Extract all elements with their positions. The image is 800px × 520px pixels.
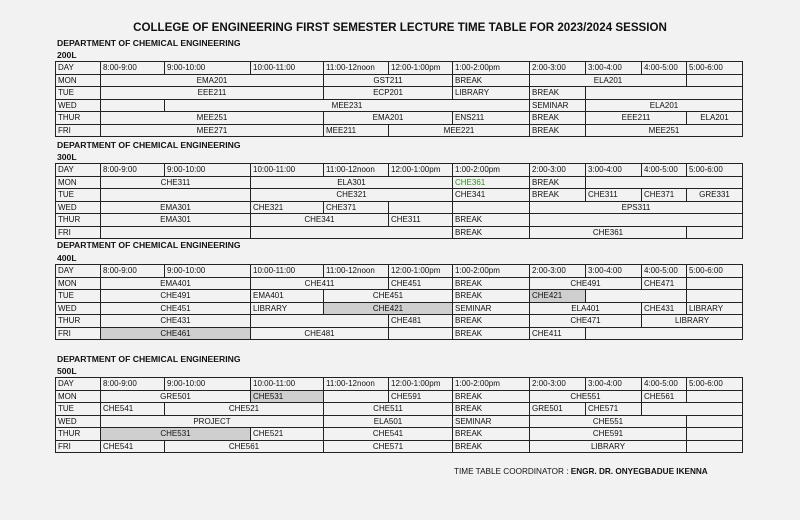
empty-cell (687, 415, 743, 428)
header-cell: 10:00-11:00 (251, 164, 324, 177)
course-cell: EMA401 (251, 290, 324, 303)
header-row (56, 378, 743, 391)
course-cell: ELA201 (687, 112, 743, 125)
course-cell: ELA401 (530, 302, 642, 315)
coordinator-name: ENGR. DR. ONYEGBADUE IKENNA (570, 467, 708, 476)
course-cell: EMA201 (324, 112, 453, 125)
course-cell: CHE531 (251, 390, 324, 403)
course-cell: CHE431 (642, 302, 687, 315)
course-cell: MEE271 (101, 124, 324, 137)
course-cell: EMA301 (101, 214, 251, 227)
break-cell: BREAK (453, 440, 530, 453)
level-label: 200L (57, 50, 77, 60)
break-cell: BREAK (453, 214, 530, 227)
seminar-cell: SEMINAR (453, 415, 530, 428)
header-cell: 1:00-2:00pm (453, 62, 530, 75)
day-cell: WED (56, 302, 101, 315)
course-cell: CHE321 (251, 189, 453, 202)
day-cell: MON (56, 176, 101, 189)
course-cell: EEE211 (586, 112, 687, 125)
header-cell: 12:00-1:00pm (389, 164, 453, 177)
day-cell: WED (56, 99, 101, 112)
header-cell: 11:00-12noon (324, 265, 389, 278)
break-cell: BREAK (453, 327, 530, 340)
day-cell: FRI (56, 440, 101, 453)
course-cell: ELA201 (530, 74, 687, 87)
header-cell: 9:00-10:00 (165, 265, 251, 278)
table-row (56, 214, 743, 227)
table-row (56, 390, 743, 403)
header-cell: 2:00-3:00 (530, 265, 586, 278)
header-row (56, 164, 743, 177)
course-cell: ELA501 (324, 415, 453, 428)
table-row (56, 277, 743, 290)
day-cell: THUR (56, 214, 101, 227)
course-cell: CHE361 (530, 226, 687, 239)
header-cell: 11:00-12noon (324, 164, 389, 177)
table-row (56, 440, 743, 453)
coordinator-label: TIME TABLE COORDINATOR : (454, 467, 571, 476)
day-cell: FRI (56, 226, 101, 239)
course-cell: CHE451 (389, 277, 453, 290)
course-cell: CHE511 (324, 403, 453, 416)
course-cell: CHE461 (101, 327, 251, 340)
break-cell: BREAK (530, 87, 586, 100)
day-cell: TUE (56, 189, 101, 202)
table-row (56, 99, 743, 112)
break-cell: BREAK (453, 226, 530, 239)
course-cell: MEE251 (101, 112, 324, 125)
timetable-400l (55, 264, 743, 340)
table-row (56, 201, 743, 214)
header-cell: 9:00-10:00 (165, 164, 251, 177)
course-cell: CHE311 (389, 214, 453, 227)
course-cell: CHE411 (530, 327, 586, 340)
table-row (56, 415, 743, 428)
library-cell: LIBRARY (687, 302, 743, 315)
library-cell: LIBRARY (453, 87, 530, 100)
empty-cell (687, 277, 743, 290)
header-cell: 9:00-10:00 (165, 378, 251, 391)
empty-cell (687, 428, 743, 441)
header-cell: 4:00-5:00 (642, 378, 687, 391)
course-cell: EMA401 (101, 277, 251, 290)
empty-cell (101, 226, 251, 239)
course-cell: GRE501 (530, 403, 586, 416)
course-cell: GRE331 (687, 189, 743, 202)
course-cell: MEE251 (586, 124, 743, 137)
course-cell: CHE431 (101, 315, 251, 328)
header-cell: 3:00-4:00 (586, 62, 642, 75)
course-cell: CHE571 (586, 403, 642, 416)
empty-cell (251, 315, 389, 328)
break-cell: BREAK (453, 403, 530, 416)
empty-cell (389, 201, 453, 214)
course-cell: CHE541 (324, 428, 453, 441)
table-row (56, 74, 743, 87)
course-cell: CHE491 (530, 277, 642, 290)
day-cell: TUE (56, 290, 101, 303)
break-cell: BREAK (453, 315, 530, 328)
course-cell: CHE311 (101, 176, 251, 189)
break-cell: BREAK (453, 390, 530, 403)
course-cell: CHE451 (101, 302, 251, 315)
header-cell: DAY (56, 62, 101, 75)
header-cell: DAY (56, 265, 101, 278)
course-cell: MEE211 (324, 124, 389, 137)
course-cell: CHE361 (453, 176, 530, 189)
empty-cell (586, 87, 743, 100)
header-cell: 4:00-5:00 (642, 164, 687, 177)
day-cell: FRI (56, 327, 101, 340)
day-cell: FRI (56, 124, 101, 137)
empty-cell (687, 440, 743, 453)
course-cell: CHE551 (530, 390, 642, 403)
header-cell: DAY (56, 378, 101, 391)
empty-cell (101, 99, 165, 112)
day-cell: TUE (56, 87, 101, 100)
table-row (56, 403, 743, 416)
header-row (56, 62, 743, 75)
break-cell: BREAK (453, 277, 530, 290)
library-cell: LIBRARY (251, 302, 324, 315)
header-cell: 3:00-4:00 (586, 164, 642, 177)
empty-cell (530, 214, 743, 227)
empty-cell (251, 226, 453, 239)
day-cell: THUR (56, 315, 101, 328)
timetable-500l (55, 377, 743, 453)
table-row (56, 176, 743, 189)
course-cell: CHE521 (165, 403, 324, 416)
header-cell: 10:00-11:00 (251, 265, 324, 278)
library-cell: LIBRARY (642, 315, 743, 328)
table-row (56, 87, 743, 100)
course-cell: CHE371 (324, 201, 389, 214)
course-cell: CHE371 (642, 189, 687, 202)
break-cell: BREAK (530, 112, 586, 125)
break-cell: BREAK (530, 189, 586, 202)
course-cell: CHE551 (530, 415, 687, 428)
day-cell: WED (56, 201, 101, 214)
course-cell: MEE231 (165, 99, 530, 112)
table-row (56, 112, 743, 125)
course-cell: CHE481 (251, 327, 389, 340)
empty-cell (389, 327, 453, 340)
course-cell: EEE211 (101, 87, 324, 100)
day-cell: MON (56, 74, 101, 87)
day-cell: MON (56, 277, 101, 290)
course-cell: CHE521 (251, 428, 324, 441)
break-cell: BREAK (453, 74, 530, 87)
empty-cell (687, 390, 743, 403)
course-cell: CHE421 (530, 290, 586, 303)
course-cell: EMA201 (101, 74, 324, 87)
header-cell: 3:00-4:00 (586, 378, 642, 391)
course-cell: EMA301 (101, 201, 251, 214)
department-heading: DEPARTMENT OF CHEMICAL ENGINEERING (57, 38, 241, 48)
day-cell: MON (56, 390, 101, 403)
course-cell: ENS211 (453, 112, 530, 125)
header-cell: 1:00-2:00pm (453, 378, 530, 391)
empty-cell (586, 176, 743, 189)
course-cell: CHE541 (101, 403, 165, 416)
table-row (56, 290, 743, 303)
header-cell: 4:00-5:00 (642, 265, 687, 278)
course-cell: CHE561 (165, 440, 324, 453)
empty-cell (101, 189, 251, 202)
course-cell: MEE221 (389, 124, 530, 137)
course-cell: CHE341 (251, 214, 389, 227)
course-cell: GRE501 (101, 390, 251, 403)
level-label: 500L (57, 366, 77, 376)
header-cell: 12:00-1:00pm (389, 265, 453, 278)
empty-cell (687, 74, 743, 87)
header-cell: 10:00-11:00 (251, 62, 324, 75)
course-cell: CHE541 (101, 440, 165, 453)
header-cell: 11:00-12noon (324, 378, 389, 391)
table-row (56, 327, 743, 340)
course-cell: CHE451 (324, 290, 453, 303)
header-cell: 5:00-6:00 (687, 164, 743, 177)
course-cell: PROJECT (101, 415, 324, 428)
empty-cell (586, 290, 687, 303)
header-cell: 8:00-9:00 (101, 62, 165, 75)
day-cell: WED (56, 415, 101, 428)
course-cell: CHE421 (324, 302, 453, 315)
header-cell: 5:00-6:00 (687, 265, 743, 278)
course-cell: CHE481 (389, 315, 453, 328)
header-cell: 9:00-10:00 (165, 62, 251, 75)
header-cell: 11:00-12noon (324, 62, 389, 75)
break-cell: BREAK (453, 290, 530, 303)
header-cell: 12:00-1:00pm (389, 62, 453, 75)
course-cell: EPS311 (530, 201, 743, 214)
course-cell: ELA201 (586, 99, 743, 112)
header-cell: 8:00-9:00 (101, 265, 165, 278)
day-cell: THUR (56, 428, 101, 441)
empty-cell (453, 201, 530, 214)
table-row (56, 226, 743, 239)
course-cell: CHE471 (642, 277, 687, 290)
break-cell: BREAK (453, 428, 530, 441)
timetable-200l (55, 61, 743, 137)
course-cell: CHE491 (101, 290, 251, 303)
course-cell: CHE411 (251, 277, 389, 290)
course-cell: CHE471 (530, 315, 642, 328)
table-row (56, 189, 743, 202)
course-cell: GST211 (324, 74, 453, 87)
department-heading: DEPARTMENT OF CHEMICAL ENGINEERING (57, 240, 241, 250)
course-cell: CHE321 (251, 201, 324, 214)
day-cell: TUE (56, 403, 101, 416)
header-cell: 12:00-1:00pm (389, 378, 453, 391)
empty-cell (687, 226, 743, 239)
empty-cell (324, 390, 389, 403)
header-cell: DAY (56, 164, 101, 177)
header-cell: 8:00-9:00 (101, 164, 165, 177)
department-heading: DEPARTMENT OF CHEMICAL ENGINEERING (57, 140, 241, 150)
header-cell: 4:00-5:00 (642, 62, 687, 75)
empty-cell (687, 290, 743, 303)
break-cell: BREAK (530, 124, 586, 137)
header-cell: 2:00-3:00 (530, 62, 586, 75)
course-cell: CHE571 (324, 440, 453, 453)
header-cell: 5:00-6:00 (687, 62, 743, 75)
library-cell: LIBRARY (530, 440, 687, 453)
header-cell: 1:00-2:00pm (453, 164, 530, 177)
header-row (56, 265, 743, 278)
header-cell: 5:00-6:00 (687, 378, 743, 391)
header-cell: 1:00-2:00pm (453, 265, 530, 278)
page-title: COLLEGE OF ENGINEERING FIRST SEMESTER LECTURE TIME TABLE FOR 2023/2024 SESSION (133, 21, 667, 34)
course-cell: CHE561 (642, 390, 687, 403)
seminar-cell: SEMINAR (453, 302, 530, 315)
break-cell: BREAK (530, 176, 586, 189)
coordinator-line (454, 467, 708, 476)
course-cell: ECP201 (324, 87, 453, 100)
level-label: 300L (57, 152, 77, 162)
level-label: 400L (57, 253, 77, 263)
course-cell: ELA301 (251, 176, 453, 189)
empty-cell (642, 403, 743, 416)
table-row (56, 315, 743, 328)
header-cell: 10:00-11:00 (251, 378, 324, 391)
header-cell: 3:00-4:00 (586, 265, 642, 278)
header-cell: 2:00-3:00 (530, 378, 586, 391)
timetable-300l (55, 163, 743, 239)
course-cell: CHE591 (530, 428, 687, 441)
course-cell: CHE591 (389, 390, 453, 403)
header-cell: 2:00-3:00 (530, 164, 586, 177)
day-cell: THUR (56, 112, 101, 125)
table-row (56, 428, 743, 441)
department-heading: DEPARTMENT OF CHEMICAL ENGINEERING (57, 354, 241, 364)
course-cell: CHE531 (101, 428, 251, 441)
empty-cell (586, 327, 743, 340)
table-row (56, 302, 743, 315)
seminar-cell: SEMINAR (530, 99, 586, 112)
course-cell: CHE311 (586, 189, 642, 202)
table-row (56, 124, 743, 137)
course-cell: CHE341 (453, 189, 530, 202)
header-cell: 8:00-9:00 (101, 378, 165, 391)
